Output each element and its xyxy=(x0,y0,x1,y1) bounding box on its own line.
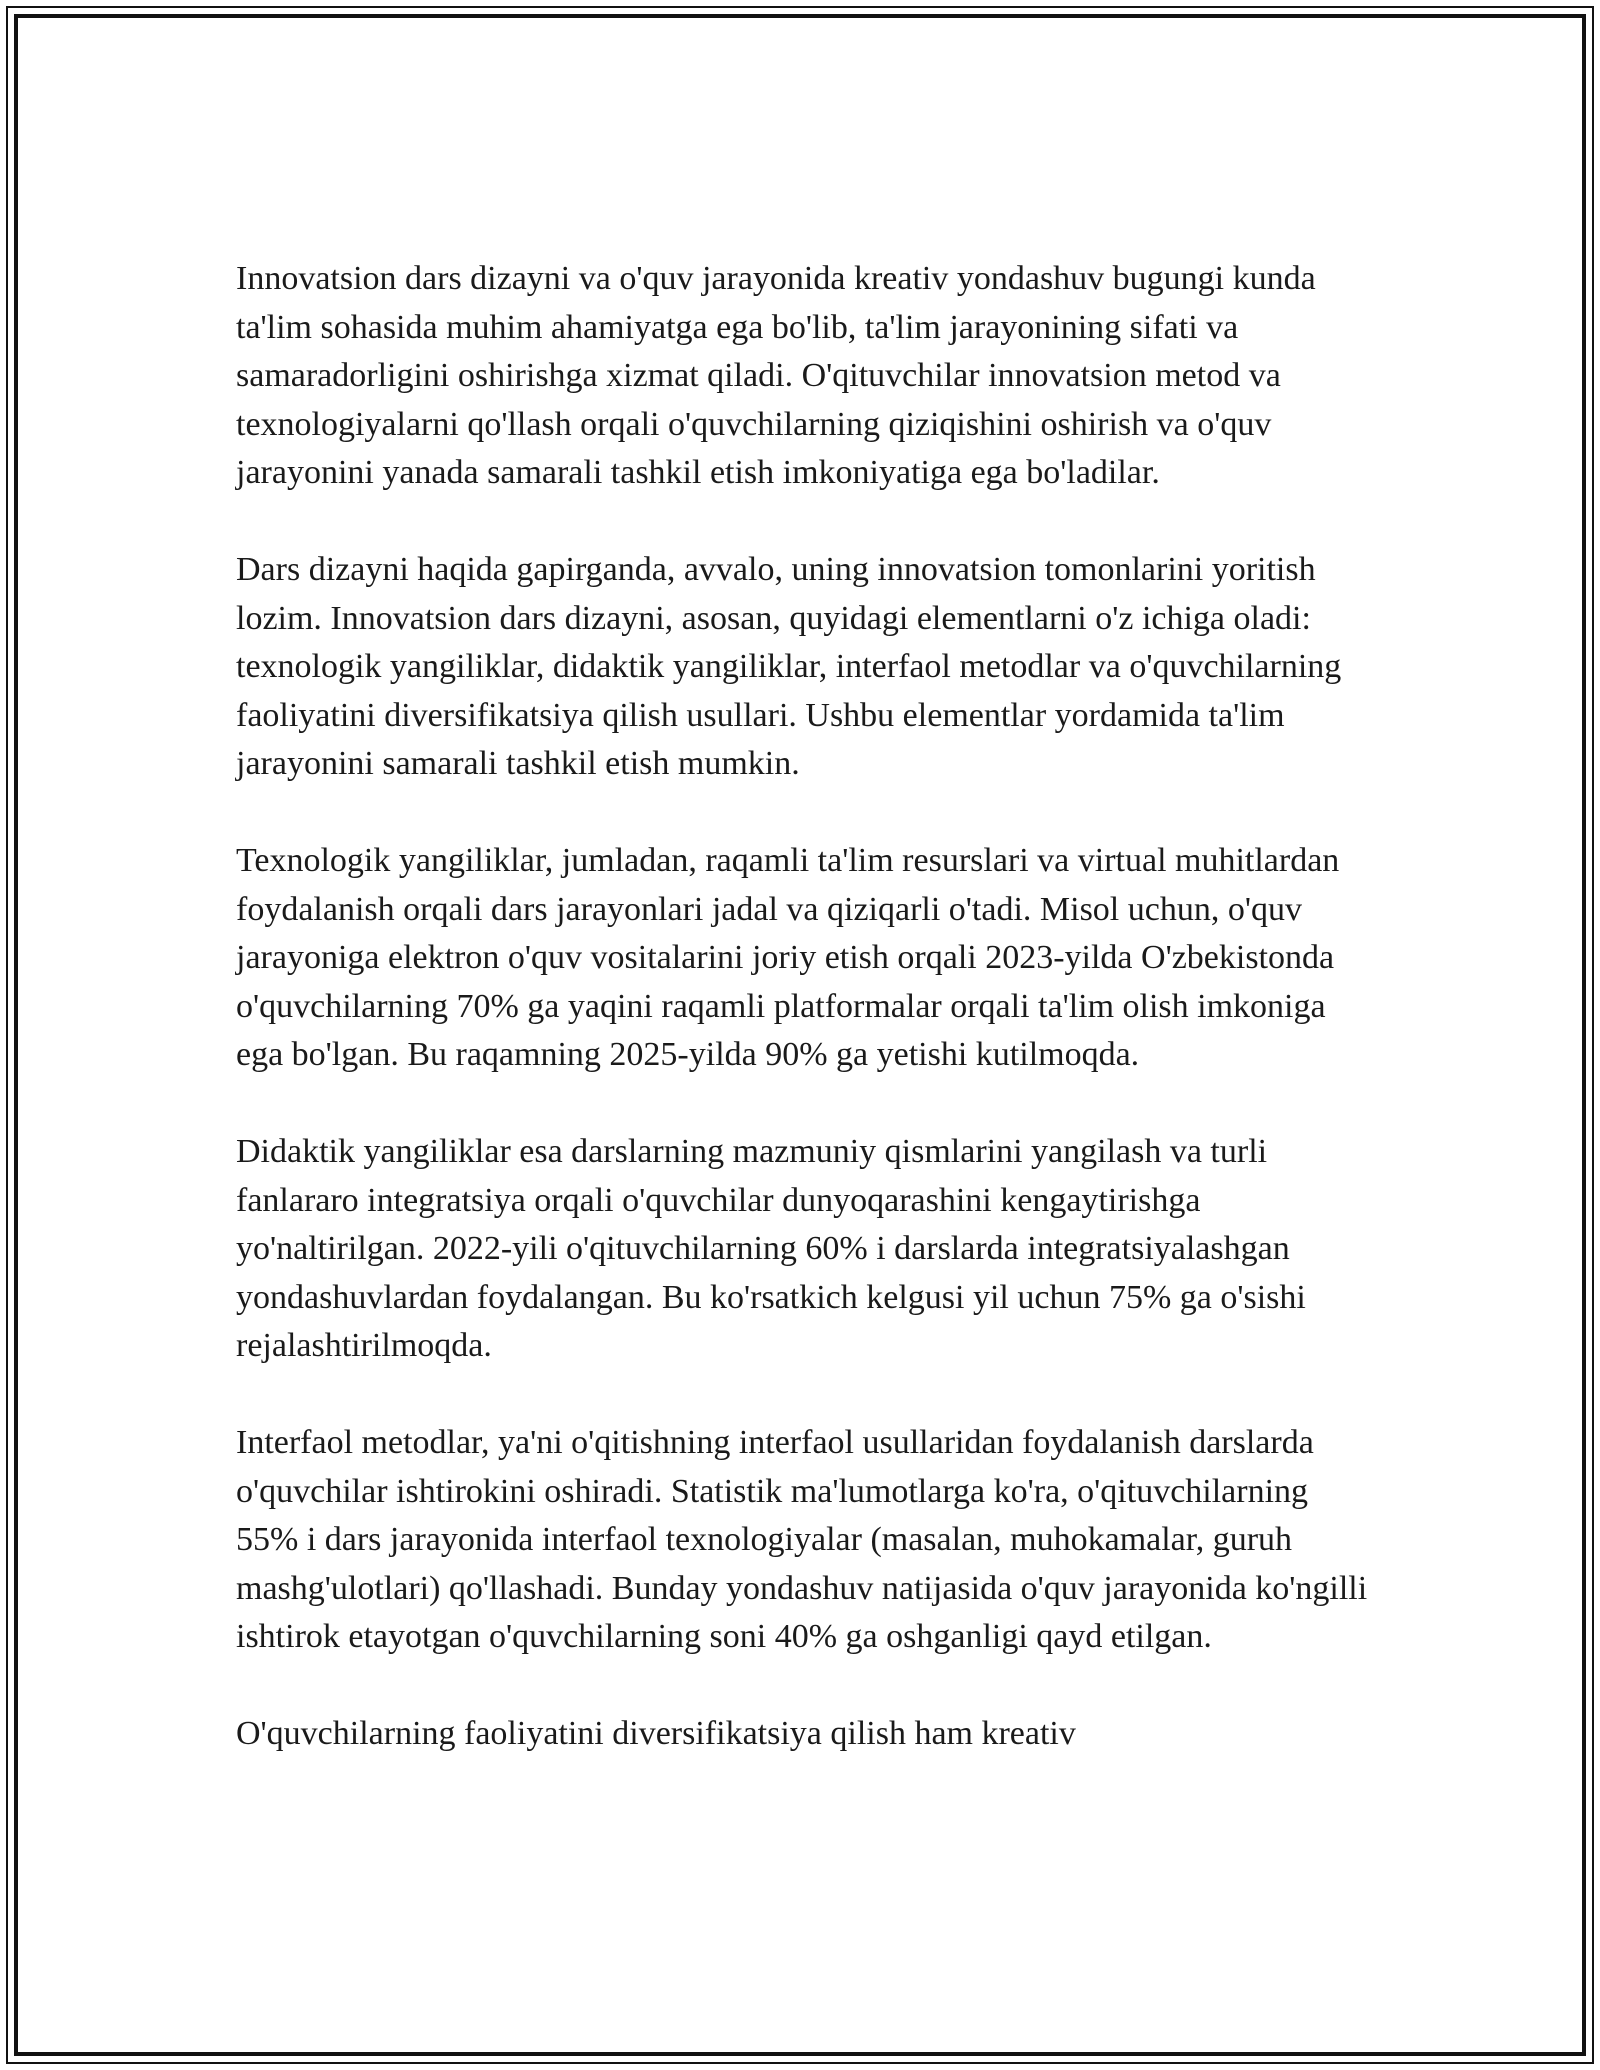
paragraph: Didaktik yangiliklar esa darslarning mazmuniy qismlarini yangilash va turli fanlararo integratsiya orqali o'quvchilar dunyoqarashini kengaytirishga yo'naltirilgan. 2022-yili o'qituvchilarning 60% i darslarda integratsiyalashgan yondashuvlardan foydalangan. Bu ko'rsatkich kelgusi yil uchun 75% ga o'sishi rejalashtirilmoqda. xyxy=(236,1133,1306,1364)
paragraph: Interfaol metodlar, ya'ni o'qitishning interfaol usullaridan foydalanish darslarda o'quvchilar ishtirokini oshiradi. Statistik ma'lumotlarga ko'ra, o'qituvchilarning 55% i dars jarayonida interfaol texnologiyalar (masalan, muhokamalar, guruh mashg'ulotlari) qo'llashadi. Bunday yondashuv natijasida o'quv jarayonida ko'ngilli ishtirok etayotgan o'quvchilarning soni 40% ga oshganligi qayd etilgan. xyxy=(236,1424,1368,1655)
paragraph: Texnologik yangiliklar, jumladan, raqamli ta'lim resurslari va virtual muhitlardan foydalanish orqali dars jarayonlari jadal va qiziqarli o'tadi. Misol uchun, o'quv jarayoniga elektron o'quv vositalarini joriy etish orqali 2023-yilda O'zbekistonda o'quvchilarning 70% ga yaqini raqamli platformalar orqali ta'lim olish imkoniga ega bo'lgan. Bu raqamning 2025-yilda 90% ga yetishi kutilmoqda. xyxy=(236,842,1340,1073)
document-body xyxy=(236,255,1376,1759)
paragraph: O'quvchilarning faoliyatini diversifikatsiya qilish ham kreativ xyxy=(236,1715,1076,1752)
paragraph: Dars dizayni haqida gapirganda, avvalo, uning innovatsion tomonlarini yoritish lozim. Innovatsion dars dizayni, asosan, quyidagi elementlarni o'z ichiga oladi: texnologik yangiliklar, didaktik yangiliklar, interfaol metodlar va o'quvchilarning faoliyatini diversifikatsiya qilish usullari. Ushbu elementlar yordamida ta'lim jarayonini samarali tashkil etish mumkin. xyxy=(236,551,1342,782)
paragraph: Innovatsion dars dizayni va o'quv jarayonida kreativ yondashuv bugungi kunda ta'lim sohasida muhim ahamiyatga ega bo'lib, ta'lim jarayonining sifati va samaradorligini oshirishga xizmat qiladi. O'qituvchilar innovatsion metod va texnologiyalarni qo'llash orqali o'quvchilarning qiziqishini oshirish va o'quv jarayonini yanada samarali tashkil etish imkoniyatiga ega bo'ladilar. xyxy=(236,260,1316,491)
